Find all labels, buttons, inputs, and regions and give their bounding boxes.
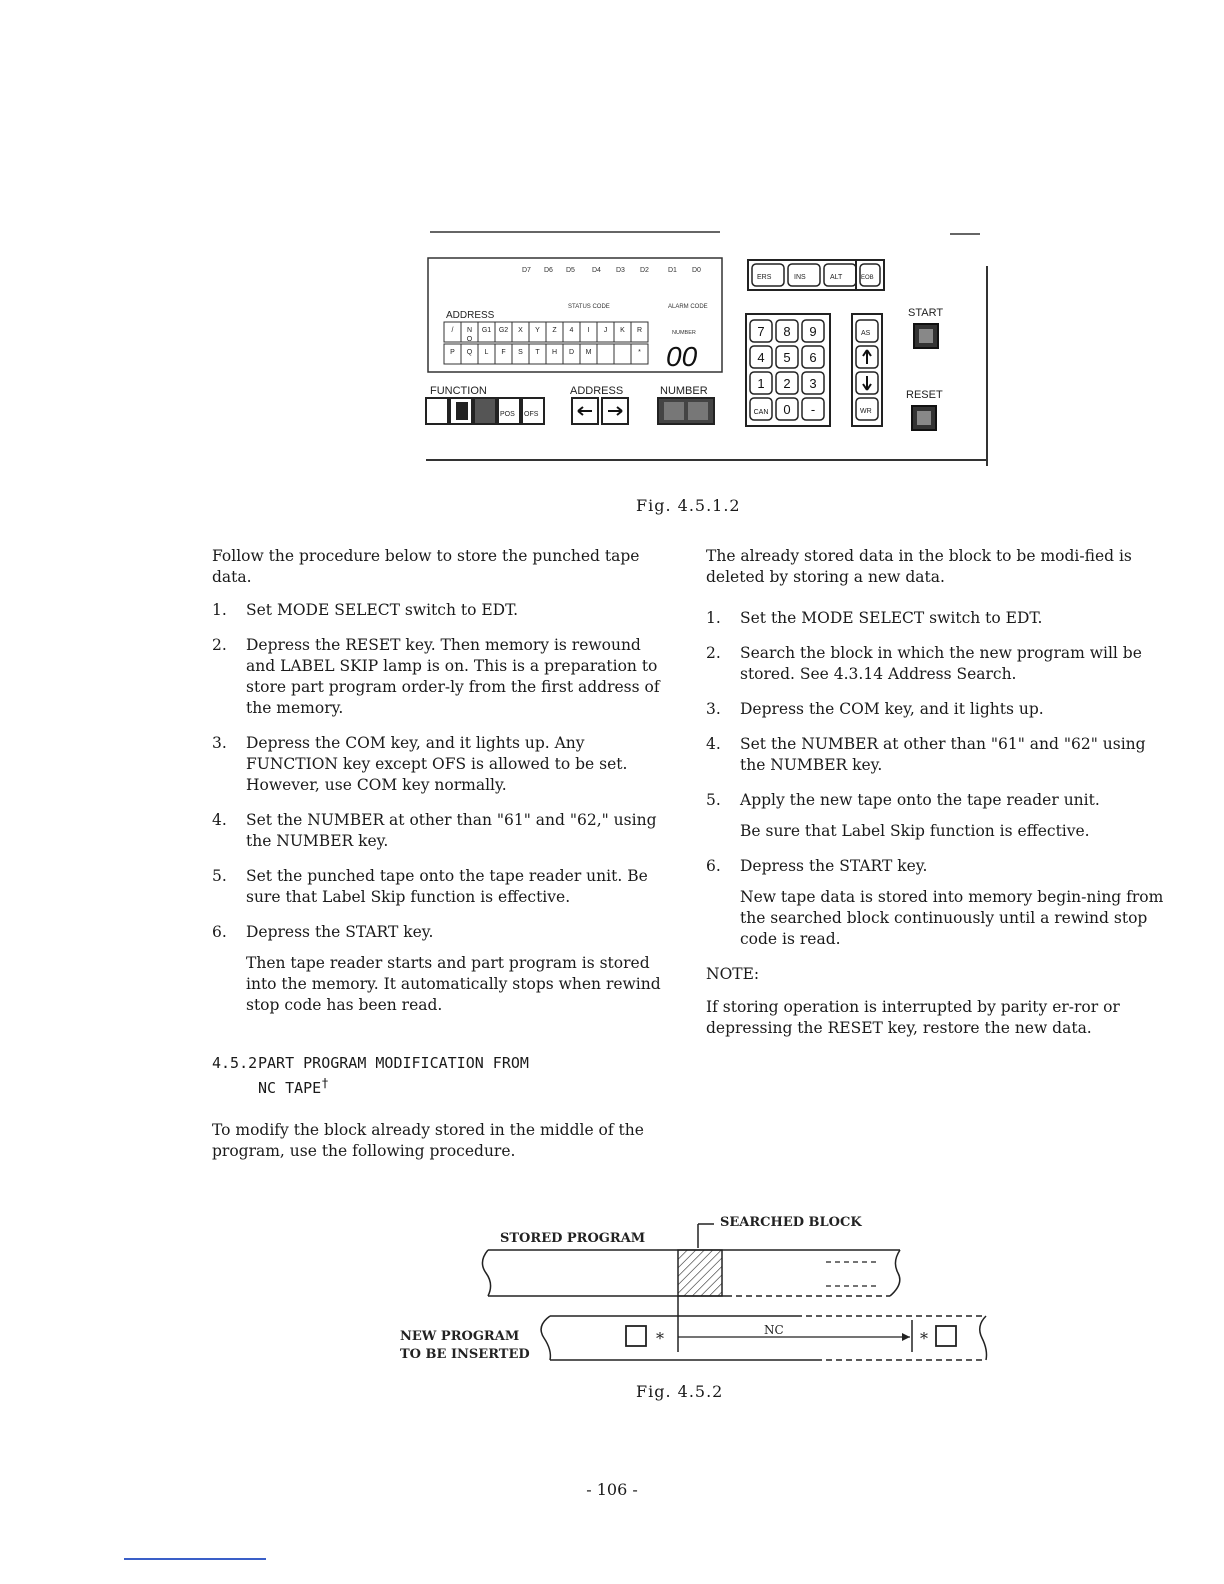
number-bottom-label: NUMBER <box>660 385 708 397</box>
numpad-key-label: 1 <box>757 376 765 391</box>
address-key-label: Q <box>466 349 473 356</box>
numpad-key-label: 2 <box>783 376 791 391</box>
numpad-key-label: 5 <box>783 350 791 365</box>
step-number: 6. <box>706 857 721 875</box>
address-key-grid <box>444 322 648 364</box>
reset-label: RESET <box>906 389 943 401</box>
heading-line-2: NC TAPE <box>258 1079 322 1097</box>
ofs-key-label: OFS <box>524 411 539 418</box>
bit-label: D4 <box>592 267 601 274</box>
heading-number: 4.5.2 <box>212 1054 258 1072</box>
numpad-key-label: - <box>810 402 816 417</box>
numpad-key-label: CAN <box>753 409 769 416</box>
left-column <box>212 546 672 1174</box>
bit-label: D0 <box>692 267 701 274</box>
address-key-label: Z <box>552 327 557 334</box>
right-intro: The already stored data in the block to be modi-fied is deleted by storing a new data. <box>706 547 1132 586</box>
address-arrow-keys[interactable] <box>572 398 628 424</box>
bit-label: D7 <box>522 267 531 274</box>
step-text: Search the block in which the new program will be stored. See 4.3.14 Address Search. <box>740 644 1142 683</box>
ins-key-label: INS <box>794 274 806 281</box>
left-step <box>212 635 672 719</box>
address-key-sub-label: O <box>466 336 473 343</box>
reset-button[interactable] <box>912 406 936 430</box>
numpad-key-label: 3 <box>809 376 817 391</box>
step-number: 4. <box>212 811 227 829</box>
new-program-label-1: NEW PROGRAM <box>400 1329 520 1344</box>
status-code-label: STATUS CODE <box>568 304 610 310</box>
bit-label: D5 <box>566 267 575 274</box>
numpad-key-label: 6 <box>809 350 817 365</box>
address-key-label: P <box>450 349 455 356</box>
star-mark-left: * <box>656 1329 664 1348</box>
step-text: Depress the COM key, and it lights up. <box>740 700 1044 718</box>
address-key-label: * <box>638 349 641 356</box>
step-number: 5. <box>706 791 721 809</box>
step-text: Depress the START key. <box>246 923 434 941</box>
right-step <box>706 856 1172 950</box>
address-key-label: N <box>466 327 473 334</box>
address-key[interactable] <box>614 344 631 364</box>
control-panel-figure <box>420 226 992 470</box>
start-label: START <box>908 307 944 319</box>
numpad-key-label: 7 <box>757 324 765 339</box>
step-number: 1. <box>706 609 721 627</box>
after-heading-text: To modify the block already stored in the middle of the program, use the following procedure. <box>212 1121 644 1160</box>
step-text: Set the punched tape onto the tape reader unit. Be sure that Label Skip function is effective. <box>246 867 648 906</box>
right-step <box>706 643 1172 685</box>
numpad-key-label: 9 <box>809 324 817 339</box>
step-number: 1. <box>212 601 227 619</box>
address-key-label: Y <box>535 327 540 334</box>
step-subtext: Be sure that Label Skip function is effective. <box>740 822 1090 840</box>
address-bottom-label: ADDRESS <box>570 385 624 397</box>
number-keys[interactable] <box>658 398 714 424</box>
step-subtext: New tape data is stored into memory begin-ning from the searched block continuously until a rewind stop code is read. <box>740 888 1164 948</box>
alt-key-label: ALT <box>830 274 843 281</box>
address-key-label: I <box>587 327 590 334</box>
edit-keys[interactable] <box>748 260 860 290</box>
figure-caption-1: Fig. 4.5.1.2 <box>636 496 741 515</box>
step-number: 4. <box>706 735 721 753</box>
left-step <box>212 810 672 852</box>
bit-label: D3 <box>616 267 625 274</box>
step-number: 5. <box>212 867 227 885</box>
address-key-label: R <box>636 327 643 334</box>
step-text: Set the NUMBER at other than "61" and "62" using the NUMBER key. <box>740 735 1146 774</box>
left-intro: Follow the procedure below to store the punched tape data. <box>212 547 640 586</box>
new-program-label-2: TO BE INSERTED <box>400 1347 530 1362</box>
step-text: Apply the new tape onto the tape reader unit. <box>740 791 1100 809</box>
address-key-label: L <box>484 349 489 356</box>
address-key-label: S <box>518 349 523 356</box>
address-key-label: D <box>568 349 575 356</box>
searched-block-label: SEARCHED BLOCK <box>720 1215 862 1230</box>
step-number: 3. <box>706 700 721 718</box>
address-key[interactable] <box>597 344 614 364</box>
right-step <box>706 608 1172 629</box>
program-insertion-diagram <box>396 1210 996 1370</box>
figure-caption-2: Fig. 4.5.2 <box>636 1382 724 1401</box>
step-text: Depress the RESET key. Then memory is rewound and LABEL SKIP lamp is on. This is a preparation to store part program order-ly from the first address of the memory. <box>246 636 660 717</box>
as-key-label: AS <box>861 330 871 337</box>
address-key-label: / <box>451 327 454 334</box>
address-key-label: T <box>535 349 540 356</box>
eob-key-label: EOB <box>861 275 874 281</box>
right-column <box>706 546 1172 1051</box>
address-key-label: 4 <box>569 327 574 334</box>
stored-program-label: STORED PROGRAM <box>500 1231 646 1246</box>
step-text: Set MODE SELECT switch to EDT. <box>246 601 519 619</box>
address-key-label: G2 <box>498 327 509 334</box>
step-subtext: Then tape reader starts and part program is stored into the memory. It automatically stops when rewind stop code has been read. <box>246 954 661 1014</box>
step-number: 3. <box>212 734 227 752</box>
address-key-label: F <box>501 349 506 356</box>
step-number: 6. <box>212 923 227 941</box>
wr-key-label: WR <box>860 408 872 415</box>
function-label: FUNCTION <box>430 385 487 397</box>
heading-mark: † <box>321 1075 329 1090</box>
step-text: Set the NUMBER at other than "61" and "62," using the NUMBER key. <box>246 811 657 850</box>
right-step <box>706 699 1172 720</box>
eob-key[interactable] <box>856 260 884 290</box>
left-step <box>212 866 672 908</box>
blue-underline <box>124 1558 266 1560</box>
step-text: Depress the COM key, and it lights up. Any FUNCTION key except OFS is allowed to be set. However, use COM key normally. <box>246 734 628 794</box>
address-key-label: M <box>585 349 592 356</box>
nc-label: NC <box>764 1323 784 1337</box>
bit-label: D6 <box>544 267 553 274</box>
step-text: Set the MODE SELECT switch to EDT. <box>740 609 1043 627</box>
function-keys[interactable] <box>426 398 544 424</box>
address-key-label: J <box>603 327 608 334</box>
step-number: 2. <box>706 644 721 662</box>
start-button[interactable] <box>914 324 938 348</box>
left-step <box>212 922 672 1016</box>
ers-key-label: ERS <box>757 274 772 281</box>
section-heading <box>212 1054 672 1098</box>
left-step <box>212 600 672 621</box>
note-text: If storing operation is interrupted by parity er-ror or depressing the RESET key, restore the new data. <box>706 998 1120 1037</box>
numeric-keypad[interactable] <box>746 314 830 426</box>
right-step <box>706 790 1172 842</box>
left-step <box>212 733 672 796</box>
heading-line-1: PART PROGRAM MODIFICATION FROM <box>258 1054 529 1072</box>
page-number: - 106 - <box>586 1480 638 1499</box>
side-keys[interactable] <box>852 314 882 426</box>
pos-key-label: POS <box>500 411 515 418</box>
step-text: Depress the START key. <box>740 857 928 875</box>
alarm-display: 00 <box>666 341 698 372</box>
note-label: NOTE: <box>706 965 760 983</box>
right-step <box>706 734 1172 776</box>
address-key-label: K <box>620 327 625 334</box>
numpad-key-label: 0 <box>783 402 791 417</box>
bit-label: D1 <box>668 267 677 274</box>
address-label: ADDRESS <box>446 310 495 321</box>
alarm-code-label: ALARM CODE <box>668 304 708 310</box>
address-key-label: H <box>551 349 558 356</box>
star-mark-right: * <box>920 1329 928 1348</box>
bit-label: D2 <box>640 267 649 274</box>
address-key-label: G1 <box>481 327 492 334</box>
numpad-key-label: 8 <box>783 324 791 339</box>
address-key-label: X <box>518 327 523 334</box>
number-small-label: NUMBER <box>672 330 696 336</box>
step-number: 2. <box>212 636 227 654</box>
numpad-key-label: 4 <box>757 350 765 365</box>
